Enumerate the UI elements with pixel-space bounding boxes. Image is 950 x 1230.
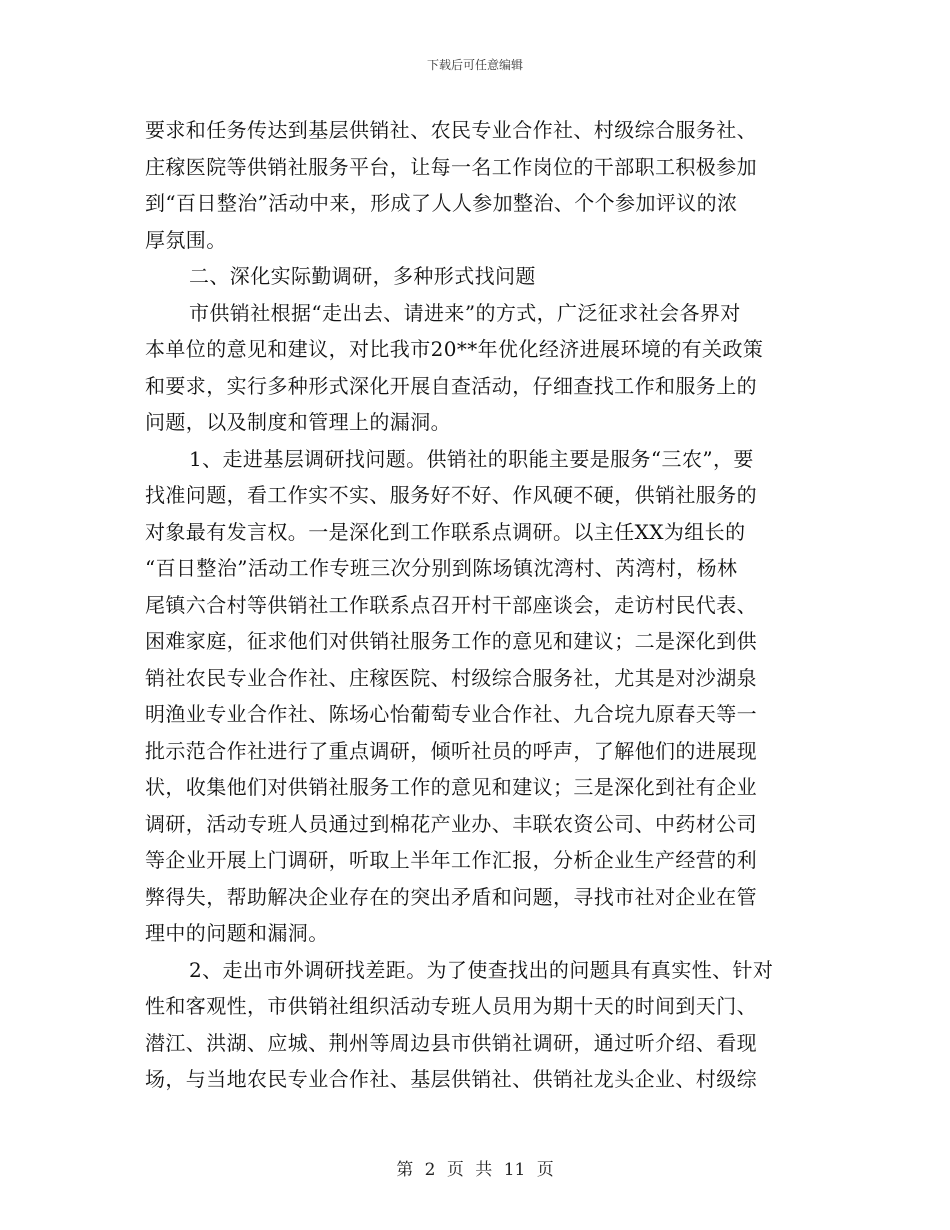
body-line: 1、走进基层调研找问题。供销社的职能主要是服务“三农”，要: [189, 446, 754, 471]
body-line: 状，收集他们对供销社服务工作的意见和建议；三是深化到社有企业: [145, 775, 757, 799]
body-line: 等企业开展上门调研，听取上半年工作汇报，分析企业生产经营的利: [145, 848, 757, 872]
page-number: 第 2 页 共 11 页: [396, 1160, 554, 1180]
body-line: 理中的问题和漏洞。: [145, 921, 329, 945]
body-line: 厚氛围。: [145, 227, 227, 252]
body-line: 到“百日整治”活动中来，形成了人人参加整治、个个参加评议的浓: [145, 191, 738, 215]
body-line: 庄稼医院等供销社服务平台，让每一名工作岗位的干部职工积极参加: [145, 154, 757, 179]
body-line: 调研，活动专班人员通过到棉花产业办、丰联农资公司、中药材公司: [145, 811, 757, 836]
body-line: 潜江、洪湖、应城、荆州等周边县市供销社调研，通过听介绍、看现: [145, 1030, 757, 1055]
body-line: 找准问题，看工作实不实、服务好不好、作风硬不硬，供销社服务的: [145, 483, 757, 507]
body-line: 场，与当地农民专业合作社、基层供销社、供销社龙头企业、村级综: [145, 1067, 757, 1091]
document-body: [145, 112, 805, 1098]
body-line: 销社农民专业合作社、庄稼医院、村级综合服务社，尤其是对沙湖泉: [145, 665, 757, 690]
section-heading: 二、深化实际勤调研，多种形式找问题: [189, 264, 536, 288]
body-line: 批示范合作社进行了重点调研，倾听社员的呼声，了解他们的进展现: [145, 738, 757, 763]
body-line: 2、走出市外调研找差距。为了使查找出的问题具有真实性、针对: [189, 957, 774, 982]
body-line: 对象最有发言权。一是深化到工作联系点调研。以主任XX为组长的: [145, 519, 746, 544]
body-line: 问题，以及制度和管理上的漏洞。: [145, 410, 451, 434]
body-line: 市供销社根据“走出去、请进来”的方式，广泛征求社会各界对: [189, 300, 741, 325]
body-line: 明渔业专业合作社、陈场心怡葡萄专业合作社、九合垸九原春天等一: [145, 702, 757, 726]
body-line: 困难家庭，征求他们对供销社服务工作的意见和建议；二是深化到供: [145, 629, 757, 653]
body-line: “百日整治”活动工作专班三次分别到陈场镇沈湾村、芮湾村，杨林: [145, 556, 738, 580]
body-line: 尾镇六合村等供销社工作联系点召开村干部座谈会，走访村民代表、: [145, 592, 757, 617]
body-line: 性和客观性，市供销社组织活动专班人员用为期十天的时间到天门、: [145, 994, 757, 1018]
body-line: 和要求，实行多种形式深化开展自查活动，仔细查找工作和服务上的: [145, 373, 757, 398]
body-line: 弊得失，帮助解决企业存在的突出矛盾和问题，寻找市社对企业在管: [145, 884, 757, 909]
body-line: 要求和任务传达到基层供销社、农民专业合作社、村级综合服务社、: [145, 118, 757, 142]
page-header-note: 下载后可任意编辑: [426, 58, 523, 72]
body-line: 本单位的意见和建议，对比我市20**年优化经济进展环境的有关政策: [145, 337, 764, 361]
